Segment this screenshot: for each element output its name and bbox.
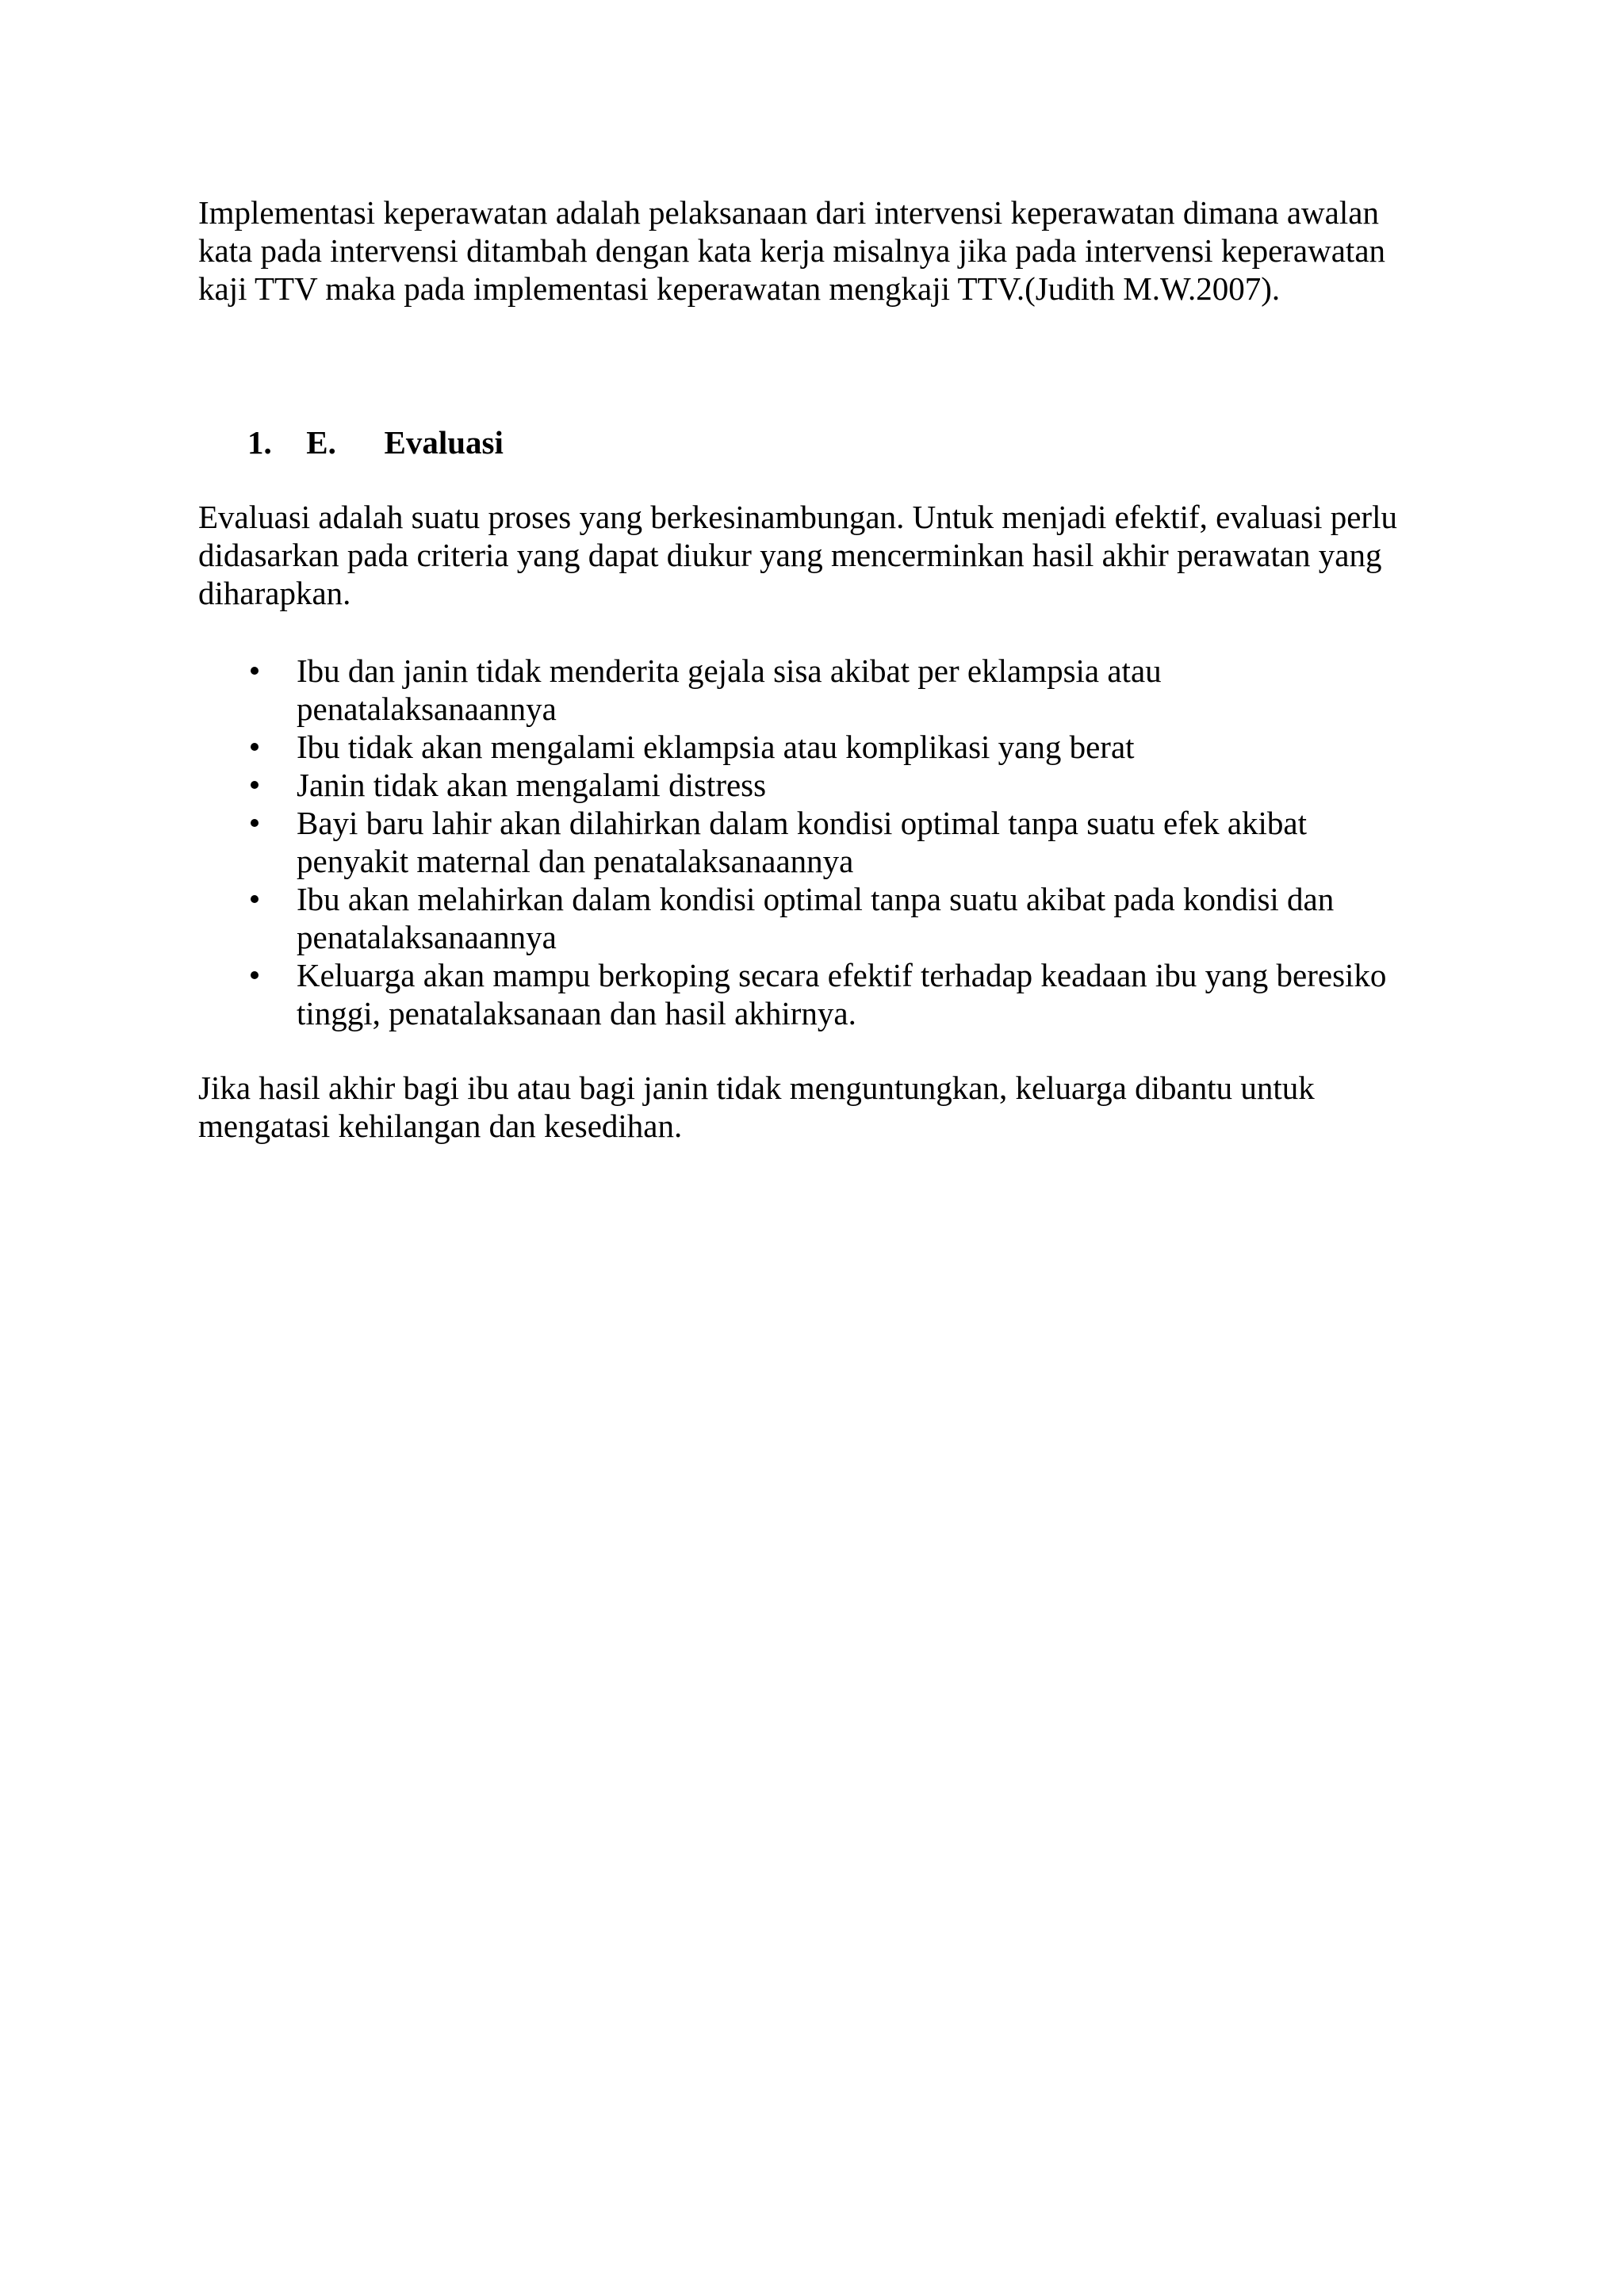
list-item-line: penyakit maternal dan penatalaksanaannya [297,843,854,879]
list-item [0,956,1407,1032]
paragraph-line: Jika hasil akhir bagi ibu atau bagi janin tidak menguntungkan, keluarga dibantu untuk [198,1070,1315,1106]
list-item-line: Ibu dan janin tidak menderita gejala sisa akibat per eklampsia atau [297,652,1162,689]
closing-paragraph [198,1069,1419,1145]
paragraph-line: mengatasi kehilangan dan kesedihan. [198,1108,683,1144]
section-letter: E. [306,424,336,461]
paragraph-line: Implementasi keperawatan adalah pelaksanaan dari intervensi keperawatan dimana awalan [198,194,1379,231]
paragraph-line: kata pada intervensi ditambah dengan kata kerja misalnya jika pada intervensi keperawatan [198,232,1386,269]
bullet-icon [251,743,259,751]
section-title: Evaluasi [384,424,504,461]
list-item [0,880,1407,956]
list-item [0,652,1407,728]
bullet-icon [251,895,259,903]
list-item-line: Ibu akan melahirkan dalam kondisi optimal tanpa suatu akibat pada kondisi dan [297,881,1335,917]
section-number: 1. [247,424,272,461]
list-item-line: tinggi, penatalaksanaan dan hasil akhirnya. [297,995,856,1031]
list-item-line: Keluarga akan mampu berkoping secara efektif terhadap keadaan ibu yang beresiko [297,957,1387,993]
list-item-line: Ibu tidak akan mengalami eklampsia atau komplikasi yang berat [297,729,1135,765]
section-heading [247,423,504,461]
list-item [0,804,1407,880]
bullet-icon [251,971,259,979]
paragraph-line: diharapkan. [198,575,351,611]
list-item-line: Janin tidak akan mengalami distress [297,767,767,803]
paragraph-line: kaji TTV maka pada implementasi keperawatan mengkaji TTV.(Judith M.W.2007). [198,270,1281,307]
evaluation-paragraph [198,498,1419,612]
evaluation-criteria-list [0,652,1624,1032]
implementation-paragraph [198,193,1419,308]
bullet-icon [251,667,259,675]
list-item [0,766,1407,804]
bullet-icon [251,781,259,789]
list-item-line: Bayi baru lahir akan dilahirkan dalam kondisi optimal tanpa suatu efek akibat [297,805,1308,841]
paragraph-line: didasarkan pada criteria yang dapat diukur yang mencerminkan hasil akhir perawatan yang [198,537,1382,573]
list-item-line: penatalaksanaannya [297,919,557,955]
paragraph-line: Evaluasi adalah suatu proses yang berkesinambungan. Untuk menjadi efektif, evaluasi perlu [198,499,1397,535]
bullet-icon [251,819,259,827]
list-item [0,728,1407,766]
list-item-line: penatalaksanaannya [297,691,557,727]
